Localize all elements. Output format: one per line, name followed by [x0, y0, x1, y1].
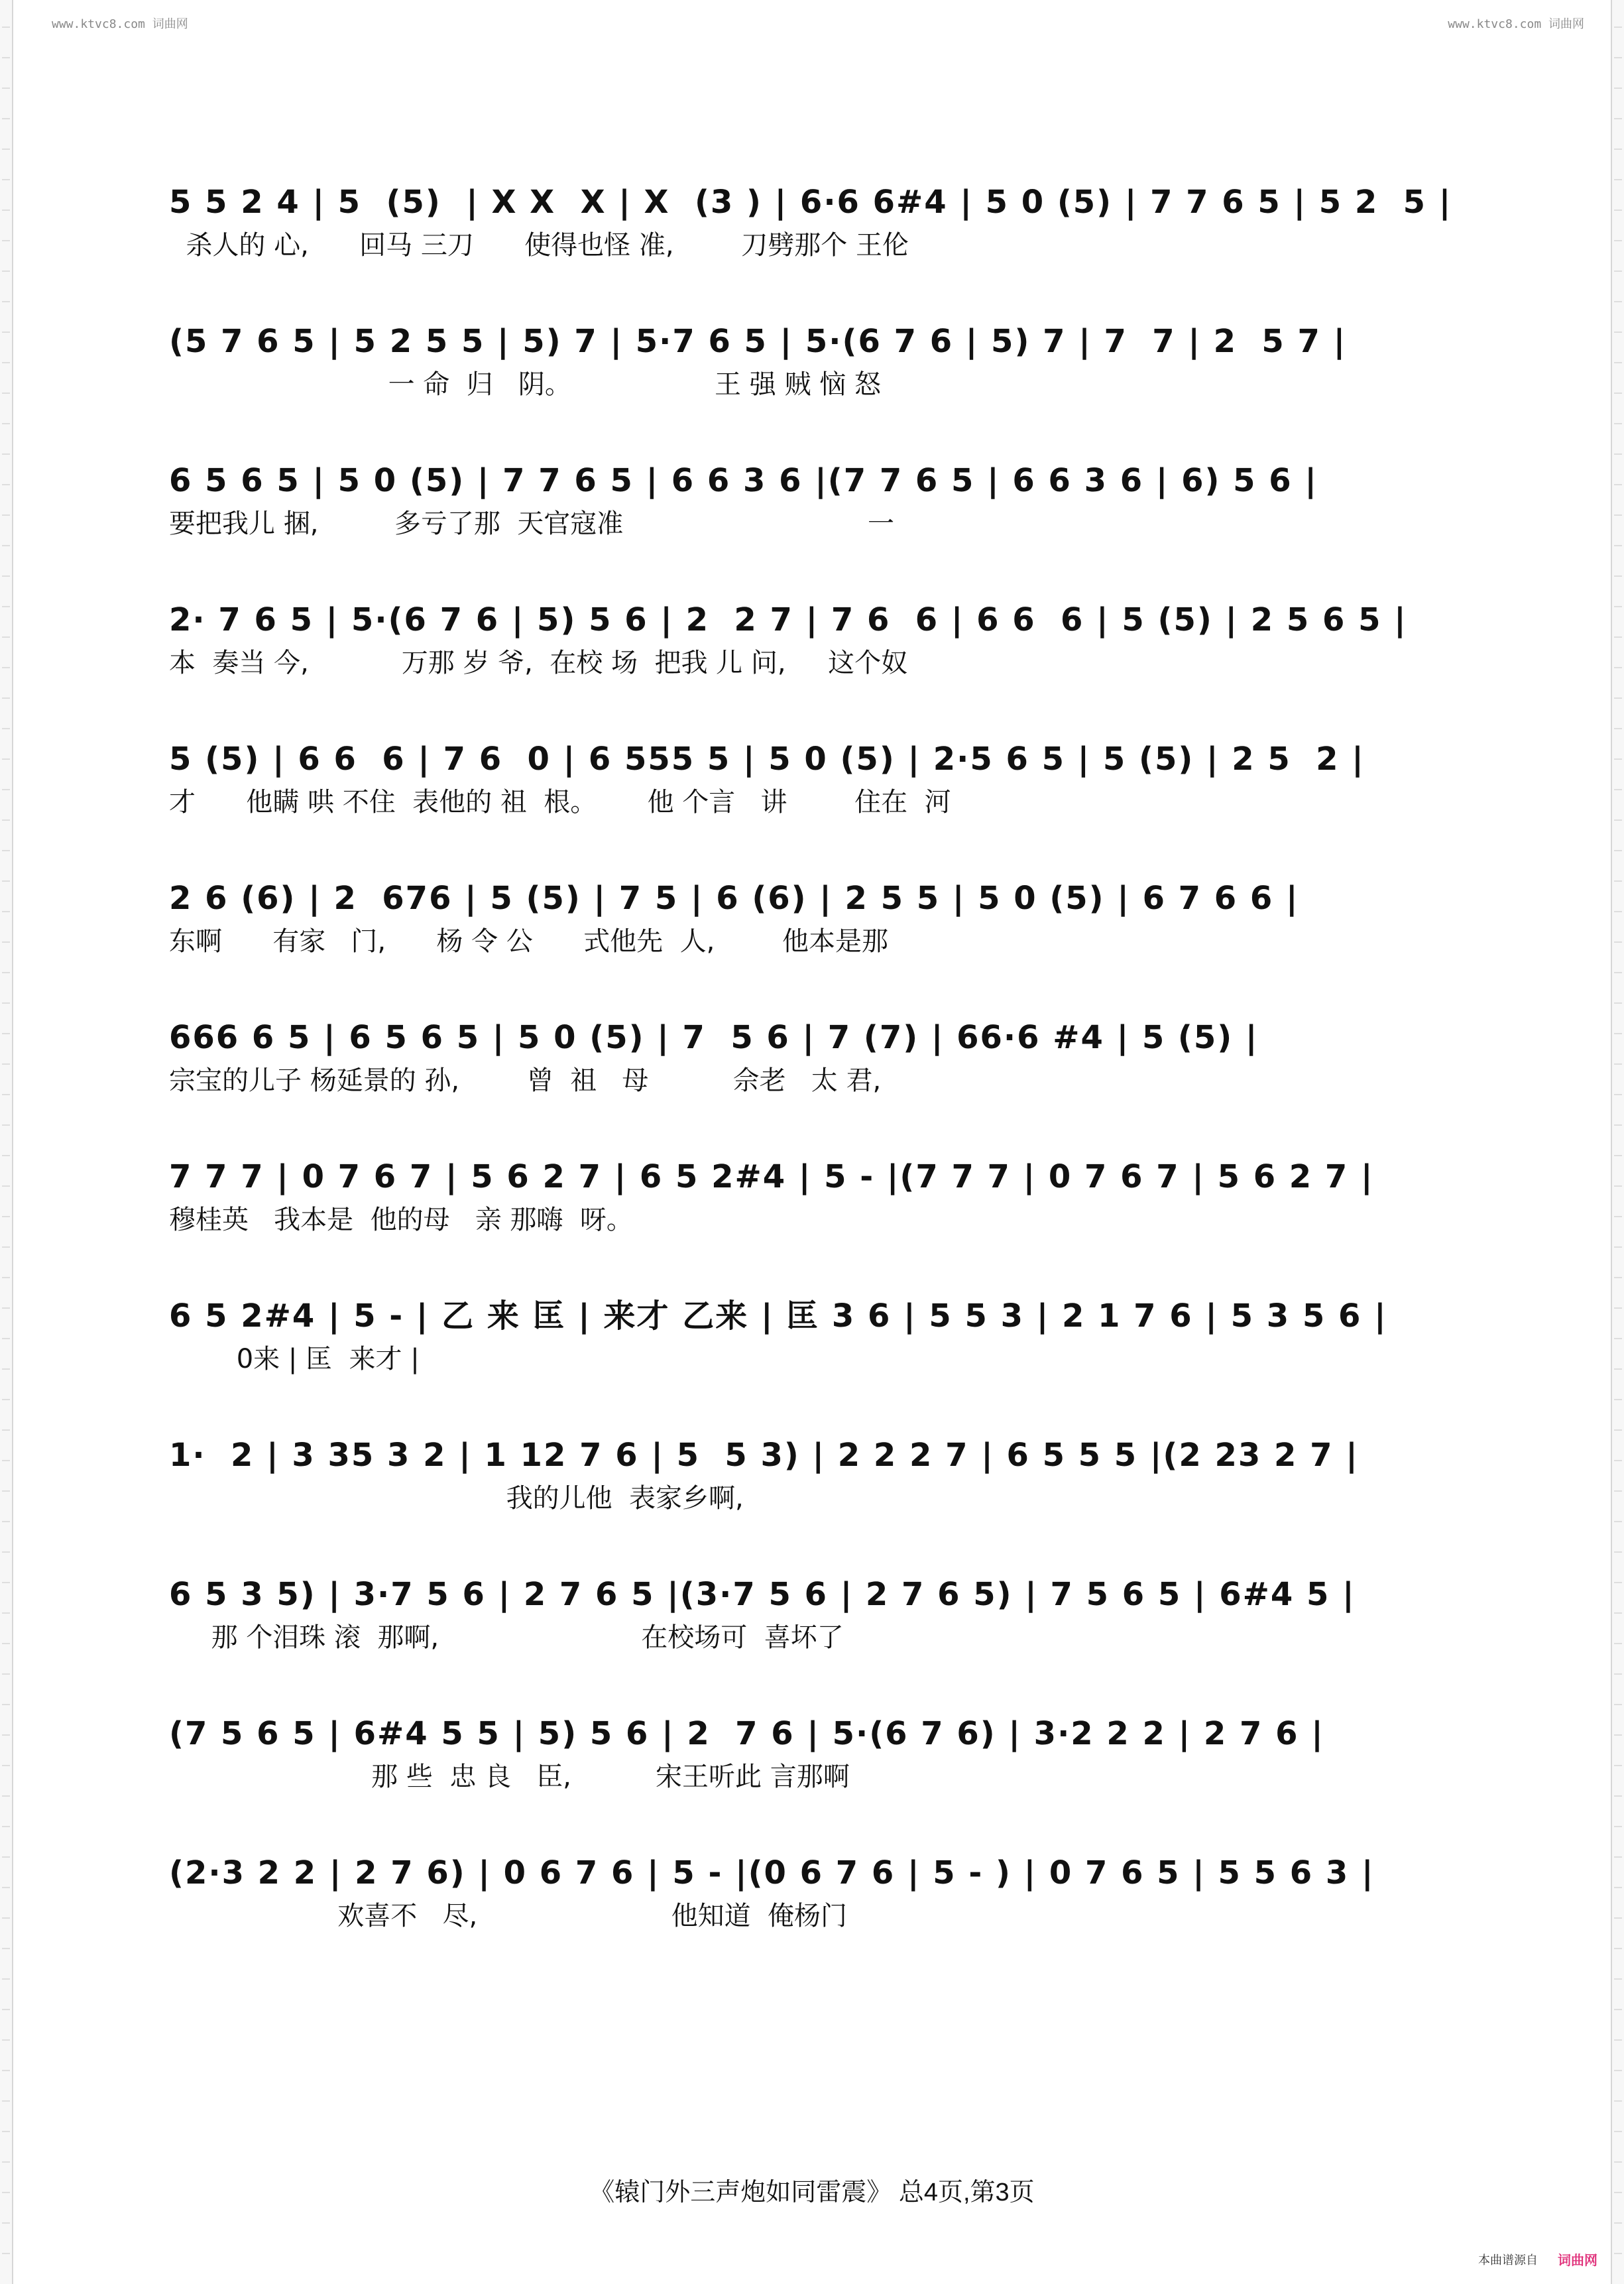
- notation-line: (2·3 2 2 | 2 7 6) | 0 6 7 6 | 5 - |(0 6 7 6 | 5 - ) | 0 7 6 5 | 5 5 6 3 |: [169, 1854, 1375, 1892]
- margin-mark: [2, 1612, 10, 1614]
- margin-mark: [2, 1246, 10, 1248]
- margin-mark: [1614, 1795, 1622, 1797]
- margin-mark: [2, 1185, 10, 1187]
- margin-mark: [1614, 1978, 1622, 1980]
- margin-mark: [1614, 2039, 1622, 2041]
- margin-mark: [2, 453, 10, 455]
- margin-mark: [2, 2009, 10, 2010]
- margin-mark: [1614, 1033, 1622, 1034]
- notation-line: 6 5 6 5 | 5 0 (5) | 7 7 6 5 | 6 6 3 6 |(7 7 6 5 | 6 6 3 6 | 6) 5 6 |: [169, 462, 1318, 499]
- notation-line: 2· 7 6 5 | 5·(6 7 6 | 5) 5 6 | 2 2 7 | 7 6 6 | 6 6 6 | 5 (5) | 2 5 6 5 |: [169, 601, 1407, 638]
- score-row: [169, 1283, 1465, 1382]
- margin-mark: [2, 27, 10, 28]
- margin-mark: [2, 1826, 10, 1827]
- margin-mark: [2, 728, 10, 729]
- margin-mark: [2, 88, 10, 89]
- margin-mark: [2, 1399, 10, 1400]
- margin-mark: [1614, 240, 1622, 241]
- margin-mark: [1614, 789, 1622, 790]
- margin-mark: [2, 1795, 10, 1797]
- margin-mark: [2, 606, 10, 607]
- margin-mark: [2, 1338, 10, 1339]
- margin-mark: [2, 667, 10, 668]
- margin-mark: [2, 210, 10, 211]
- margin-mark: [2, 911, 10, 912]
- margin-mark: [2, 331, 10, 333]
- margin-mark: [2, 1765, 10, 1766]
- margin-mark: [2, 636, 10, 638]
- margin-mark: [2, 1368, 10, 1370]
- margin-mark: [1614, 1063, 1622, 1065]
- margin-mark: [1614, 1460, 1622, 1461]
- margin-mark: [2, 2039, 10, 2041]
- score-row: [169, 1561, 1465, 1661]
- margin-mark: [1614, 972, 1622, 973]
- margin-mark: [1614, 1338, 1622, 1339]
- margin-mark: [2, 1551, 10, 1553]
- lyrics-line: 欢喜不 尽, 他知道 俺杨门: [169, 1901, 848, 1931]
- score-row: [169, 448, 1465, 547]
- margin-mark: [1614, 1917, 1622, 1919]
- margin-mark: [1614, 27, 1622, 28]
- margin-mark: [2, 301, 10, 302]
- margin-mark: [1614, 1704, 1622, 1705]
- margin-mark: [1614, 1887, 1622, 1888]
- margin-mark: [2, 1673, 10, 1675]
- margin-mark: [1614, 1734, 1622, 1736]
- margin-mark: [2, 1856, 10, 1858]
- lyrics-line: 一 命 归 阴。 王 强 贼 恼 怒: [169, 369, 881, 400]
- margin-mark: [2, 575, 10, 577]
- margin-mark: [2, 1002, 10, 1004]
- margin-mark: [1614, 1643, 1622, 1644]
- margin-mark: [2, 789, 10, 790]
- notation-line: 7 7 7 | 0 7 6 7 | 5 6 2 7 | 6 5 2#4 | 5 - |(7 7 7 | 0 7 6 7 | 5 6 2 7 |: [169, 1158, 1374, 1195]
- margin-mark: [2, 1521, 10, 1522]
- margin-mark: [2, 362, 10, 363]
- margin-mark: [2, 1734, 10, 1736]
- margin-mark: [1614, 1521, 1622, 1522]
- margin-mark: [2, 179, 10, 180]
- margin-mark: [2, 1063, 10, 1065]
- margin-mark: [1614, 270, 1622, 272]
- margin-mark: [2, 1155, 10, 1156]
- notation-line: 6 5 2#4 | 5 - | 乙 来 匡 | 来才 乙来 | 匡 3 6 | 5 5 3 | 2 1 7 6 | 5 3 5 6 |: [169, 1297, 1387, 1335]
- margin-mark: [1614, 88, 1622, 89]
- margin-mark: [2, 819, 10, 821]
- margin-mark: [1614, 1155, 1622, 1156]
- score-row: [169, 1840, 1465, 1939]
- margin-mark: [2, 1643, 10, 1644]
- margin-mark: [2, 1277, 10, 1278]
- notation-line: 5 5 2 4 | 5 (5) | X X X | X (3 ) | 6·6 6#4 | 5 0 (5) | 7 7 6 5 | 5 2 5 |: [169, 184, 1452, 221]
- lyrics-line: 那 些 忠 良 臣, 宋王听此 言那啊: [169, 1762, 850, 1792]
- page-footer: 《辕门外三声炮如同雷震》 总4页,第3页: [589, 2179, 1035, 2206]
- margin-mark: [1614, 1368, 1622, 1370]
- margin-mark: [1614, 1826, 1622, 1827]
- margin-mark: [1614, 2009, 1622, 2010]
- margin-mark: [2, 1490, 10, 1492]
- notation-line: 5 (5) | 6 6 6 | 7 6 0 | 6 555 5 | 5 0 (5) | 2·5 6 5 | 5 (5) | 2 5 2 |: [169, 741, 1365, 778]
- left-margin-strip: [0, 0, 13, 2284]
- margin-mark: [1614, 57, 1622, 58]
- margin-mark: [2, 972, 10, 973]
- margin-mark: [2, 392, 10, 394]
- lyrics-line: 东啊 有家 门, 杨 令 公 式他先 人, 他本是那: [169, 926, 889, 957]
- margin-mark: [1614, 606, 1622, 607]
- margin-mark: [1614, 1551, 1622, 1553]
- margin-mark: [1614, 2222, 1622, 2224]
- margin-mark: [2, 423, 10, 424]
- margin-mark: [1614, 545, 1622, 546]
- margin-mark: [2, 941, 10, 943]
- margin-mark: [2, 758, 10, 760]
- margin-mark: [1614, 118, 1622, 119]
- margin-mark: [1614, 1124, 1622, 1126]
- margin-mark: [2, 149, 10, 150]
- margin-mark: [2, 545, 10, 546]
- margin-mark: [2, 1124, 10, 1126]
- score-row: [169, 169, 1465, 269]
- notation-line: (5 7 6 5 | 5 2 5 5 | 5) 7 | 5·7 6 5 | 5·(6 7 6 | 5) 7 | 7 7 | 2 5 7 |: [169, 323, 1347, 360]
- margin-mark: [2, 850, 10, 851]
- margin-mark: [1614, 2161, 1622, 2163]
- margin-mark: [2, 880, 10, 882]
- margin-mark: [2, 57, 10, 58]
- score-row: [169, 865, 1465, 965]
- header-right-url: www.ktvc8.com 词曲网: [1448, 17, 1584, 31]
- margin-mark: [2, 1917, 10, 1919]
- header-left-url: www.ktvc8.com 词曲网: [52, 17, 188, 31]
- margin-mark: [1614, 149, 1622, 150]
- margin-mark: [1614, 1246, 1622, 1248]
- margin-mark: [1614, 850, 1622, 851]
- score-row: [169, 308, 1465, 408]
- margin-mark: [2, 1704, 10, 1705]
- margin-mark: [1614, 1429, 1622, 1431]
- margin-mark: [1614, 362, 1622, 363]
- margin-mark: [1614, 1185, 1622, 1187]
- lyrics-line: 才 他瞒 哄 不住 表他的 祖 根。 他 个言 讲 住在 河: [169, 787, 951, 817]
- margin-mark: [1614, 880, 1622, 882]
- margin-mark: [1614, 453, 1622, 455]
- score-row: [169, 1144, 1465, 1243]
- margin-mark: [2, 2161, 10, 2163]
- margin-mark: [1614, 1277, 1622, 1278]
- margin-mark: [2, 1216, 10, 1217]
- notation-line: 666 6 5 | 6 5 6 5 | 5 0 (5) | 7 5 6 | 7 (7) | 66·6 #4 | 5 (5) |: [169, 1019, 1259, 1056]
- margin-mark: [1614, 819, 1622, 821]
- notation-line: 2 6 (6) | 2 676 | 5 (5) | 7 5 | 6 (6) | 2 5 5 | 5 0 (5) | 6 7 6 6 |: [169, 880, 1299, 917]
- margin-mark: [2, 1887, 10, 1888]
- margin-mark: [1614, 1612, 1622, 1614]
- lyrics-line: 宗宝的儿子 杨延景的 孙, 曾 祖 母 佘老 太 君,: [169, 1065, 882, 1096]
- margin-mark: [2, 1094, 10, 1095]
- lyrics-line: 我的儿他 表家乡啊,: [169, 1483, 744, 1514]
- score-row: [169, 587, 1465, 686]
- margin-mark: [2, 270, 10, 272]
- margin-mark: [1614, 484, 1622, 485]
- margin-mark: [1614, 1765, 1622, 1766]
- lyrics-line: 穆桂英 我本是 他的母 亲 那嗨 呀。: [169, 1205, 633, 1235]
- margin-mark: [1614, 697, 1622, 699]
- score-row: [169, 726, 1465, 825]
- margin-mark: [2, 1948, 10, 1949]
- margin-mark: [1614, 2131, 1622, 2132]
- margin-mark: [1614, 392, 1622, 394]
- lyrics-line: 0来 | 匡 来才 |: [169, 1344, 420, 1374]
- lyrics-line: 要把我儿 捆, 多亏了那 天官寇准 一: [169, 509, 895, 539]
- score-row: [169, 1701, 1465, 1800]
- margin-mark: [2, 1307, 10, 1309]
- margin-mark: [1614, 1094, 1622, 1095]
- lyrics-line: 那 个泪珠 滚 那啊, 在校场可 喜坏了: [169, 1622, 844, 1653]
- margin-mark: [1614, 1948, 1622, 1949]
- margin-mark: [1614, 423, 1622, 424]
- margin-mark: [1614, 911, 1622, 912]
- margin-mark: [2, 484, 10, 485]
- margin-mark: [2, 1460, 10, 1461]
- lyrics-line: 杀人的 心, 回马 三刀 使得也怪 准, 刀劈那个 王伦: [169, 230, 909, 261]
- margin-mark: [2, 697, 10, 699]
- margin-mark: [2, 1429, 10, 1431]
- margin-mark: [1614, 2100, 1622, 2102]
- margin-mark: [1614, 514, 1622, 516]
- margin-mark: [2, 2070, 10, 2071]
- margin-mark: [1614, 1216, 1622, 1217]
- margin-mark: [2, 1582, 10, 1583]
- credit-text: 本曲谱源自: [1478, 2254, 1538, 2267]
- margin-mark: [1614, 575, 1622, 577]
- margin-mark: [1614, 210, 1622, 211]
- margin-mark: [1614, 301, 1622, 302]
- margin-mark: [1614, 1673, 1622, 1675]
- right-margin-strip: [1611, 0, 1624, 2284]
- score-row: [169, 1004, 1465, 1104]
- brand-logo: 词曲网: [1558, 2254, 1597, 2268]
- notation-line: 1· 2 | 3 35 3 2 | 1 12 7 6 | 5 5 3) | 2 2 2 7 | 6 5 5 5 |(2 23 2 7 |: [169, 1437, 1359, 1474]
- margin-mark: [1614, 1399, 1622, 1400]
- margin-mark: [2, 240, 10, 241]
- margin-mark: [2, 118, 10, 119]
- margin-mark: [2, 2131, 10, 2132]
- margin-mark: [2, 1033, 10, 1034]
- margin-mark: [1614, 2253, 1622, 2254]
- margin-mark: [1614, 1002, 1622, 1004]
- margin-mark: [1614, 728, 1622, 729]
- margin-mark: [1614, 758, 1622, 760]
- notation-line: (7 5 6 5 | 6#4 5 5 | 5) 5 6 | 2 7 6 | 5·(6 7 6) | 3·2 2 2 | 2 7 6 |: [169, 1715, 1324, 1752]
- margin-mark: [2, 2253, 10, 2254]
- margin-mark: [1614, 1490, 1622, 1492]
- margin-mark: [1614, 331, 1622, 333]
- margin-mark: [1614, 1307, 1622, 1309]
- margin-mark: [1614, 667, 1622, 668]
- margin-mark: [2, 1978, 10, 1980]
- score-row: [169, 1422, 1465, 1522]
- notation-line: 6 5 3 5) | 3·7 5 6 | 2 7 6 5 |(3·7 5 6 | 2 7 6 5) | 7 5 6 5 | 6#4 5 |: [169, 1576, 1356, 1613]
- margin-mark: [2, 2100, 10, 2102]
- margin-mark: [1614, 2070, 1622, 2071]
- margin-mark: [1614, 941, 1622, 943]
- margin-mark: [1614, 1856, 1622, 1858]
- lyrics-line: 本 奏当 今, 万那 岁 爷, 在校 场 把我 儿 问, 这个奴: [169, 648, 908, 678]
- margin-mark: [1614, 1582, 1622, 1583]
- margin-mark: [1614, 179, 1622, 180]
- margin-mark: [2, 514, 10, 516]
- margin-mark: [1614, 636, 1622, 638]
- margin-mark: [2, 2222, 10, 2224]
